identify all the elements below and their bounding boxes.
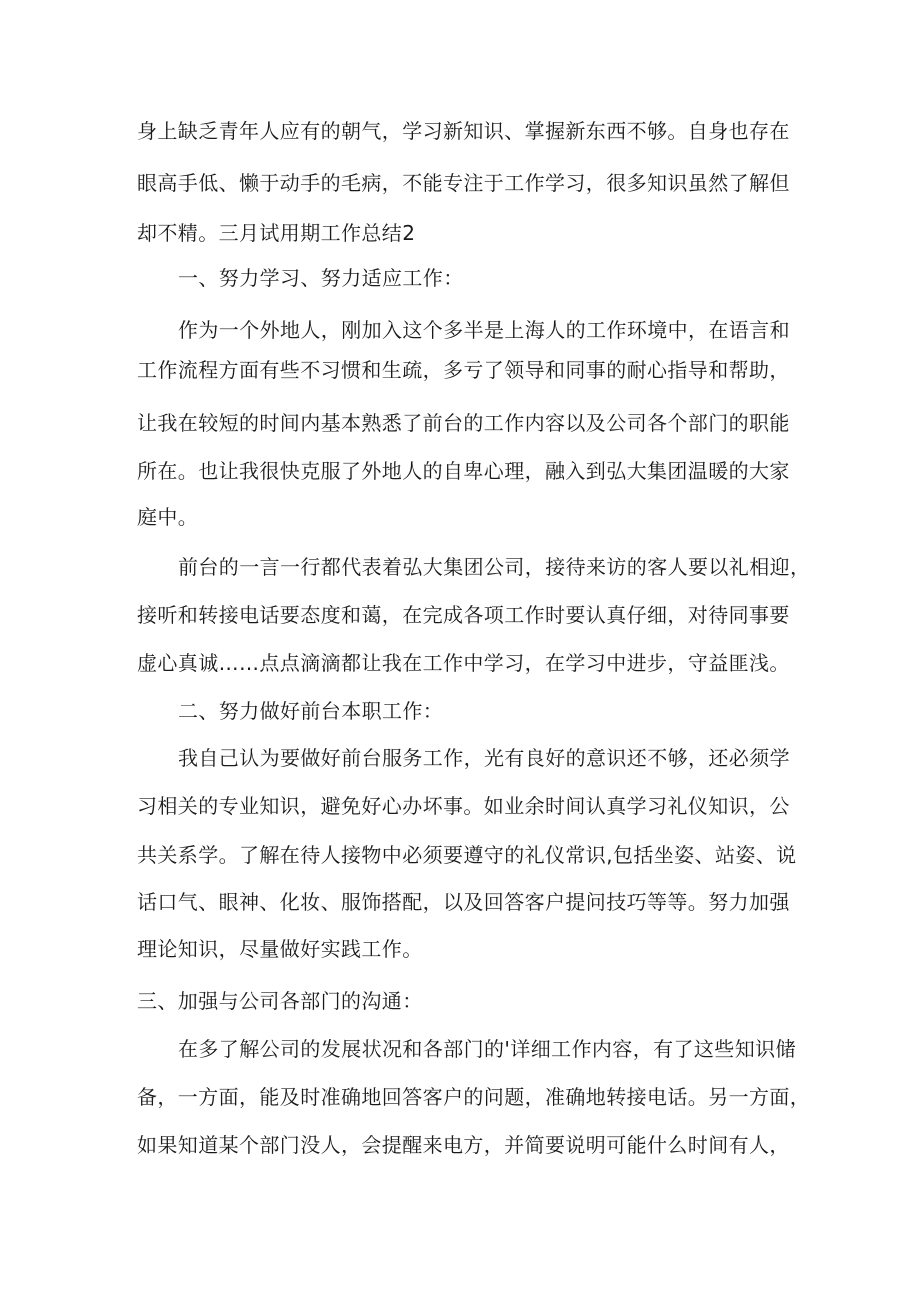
section-heading: 三、加强与公司各部门的沟通：	[137, 989, 423, 1013]
text-line: 备，一方面，能及时准确地回答客户的问题，准确地转接电话。另一方面，	[137, 1085, 811, 1109]
text-line: 让我在较短的时间内基本熟悉了前台的工作内容以及公司各个部门的职能	[137, 411, 790, 435]
text-line: 习相关的专业知识，避免好心办坏事。如业余时间认真学习礼仪知识，公	[137, 794, 790, 818]
text-line: 如果知道某个部门没人，会提醒来电方，并简要说明可能什么时间有人，	[137, 1133, 790, 1157]
text-line: 在多了解公司的发展状况和各部门的'详细工作内容，有了这些知识储	[178, 1037, 796, 1061]
text-line: 却不精。三月试用期工作总结2	[137, 221, 416, 245]
text-line: 我自己认为要做好前台服务工作，光有良好的意识还不够，还必须学	[178, 746, 790, 770]
text-line: 前台的一言一行都代表着弘大集团公司，接待来访的客人要以礼相迎，	[178, 555, 811, 579]
section-heading: 一、努力学习、努力适应工作：	[178, 266, 464, 290]
text-line: 身上缺乏青年人应有的朝气，学习新知识、掌握新东西不够。自身也存在	[137, 119, 790, 143]
text-line: 所在。也让我很快克服了外地人的自卑心理，融入到弘大集团温暖的大家	[137, 459, 790, 483]
text-line: 虚心真诚……点点滴滴都让我在工作中学习，在学习中进步，守益匪浅。	[137, 651, 790, 675]
text-line: 共关系学。了解在待人接物中必须要遵守的礼仪常识,包括坐姿、站姿、说	[137, 843, 797, 867]
text-line: 庭中。	[137, 505, 199, 529]
text-line: 接听和转接电话要态度和蔼，在完成各项工作时要认真仔细，对待同事要	[137, 603, 790, 627]
text-line: 眼高手低、懒于动手的毛病，不能专注于工作学习，很多知识虽然了解但	[137, 171, 790, 195]
text-line: 话口气、眼神、化妆、服饰搭配，以及回答客户提问技巧等等。努力加强	[137, 890, 790, 914]
text-line: 理论知识，尽量做好实践工作。	[137, 937, 423, 961]
text-line: 工作流程方面有些不习惯和生疏，多亏了领导和同事的耐心指导和帮助，	[137, 358, 790, 382]
text-line: 作为一个外地人，刚加入这个多半是上海人的工作环境中，在语言和	[178, 318, 790, 342]
section-heading: 二、努力做好前台本职工作：	[178, 699, 444, 723]
